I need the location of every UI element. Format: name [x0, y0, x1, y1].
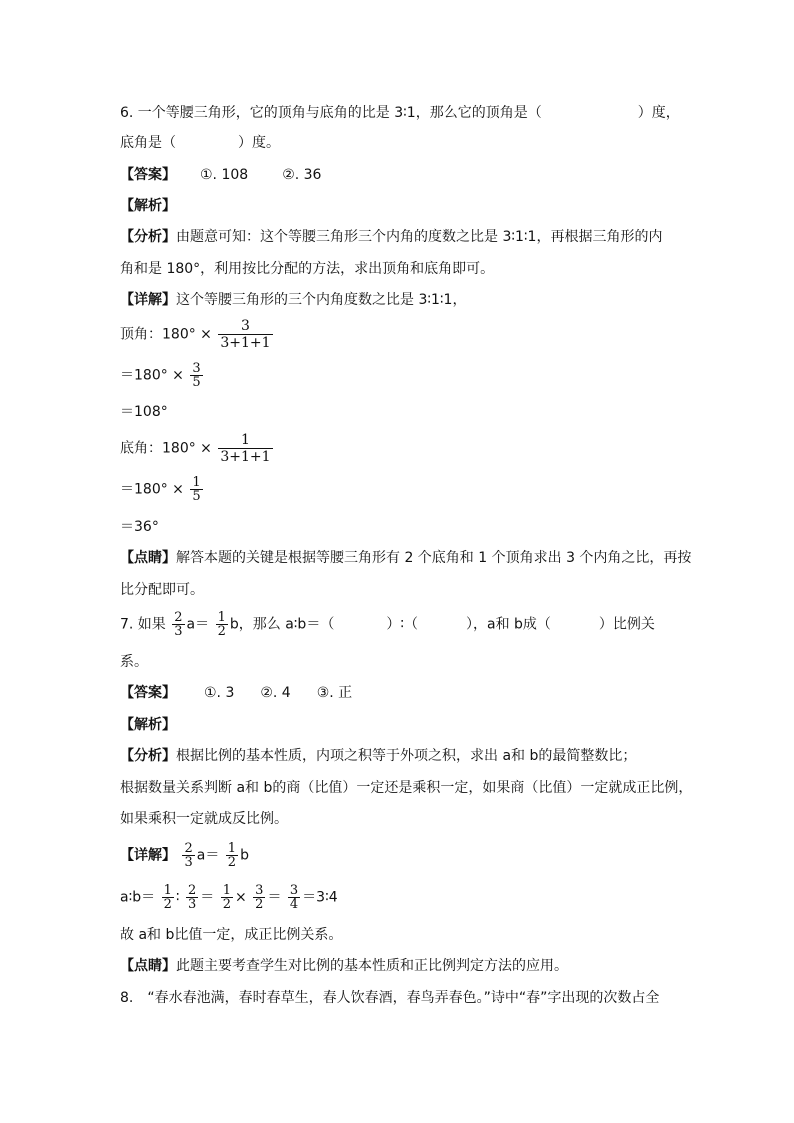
- q7-conclusion: 故 a和 b比值一定，成正比例关系。: [120, 927, 343, 943]
- fraction: $\frac{1}{2}$: [227, 841, 237, 870]
- fraction: $\frac{1}{5}$: [192, 475, 201, 504]
- fraction: $\frac{3}{5}$: [192, 361, 201, 390]
- q7-xiangjie-eq1: 【详解】 $\frac{2}{3}$ a＝ $\frac{1}{2}$ b: [120, 841, 249, 870]
- q6-dianjing-1: 【点睛】解答本题的关键是根据等腰三角形有 2 个底角和 1 个顶角求出 3 个内角之比，再按: [120, 550, 692, 566]
- q6-base-angle-step2: ＝180° × $\frac{1}{5}$: [120, 475, 201, 504]
- q6-base-angle-result: ＝36°: [120, 519, 159, 535]
- fraction: $\frac{3}{3+1+1}$: [220, 318, 271, 351]
- fraction: $\frac{2}{3}$: [187, 883, 197, 912]
- fraction: $\frac{3}{4}$: [289, 883, 299, 912]
- q6-base-angle-step1: 底角：180° × $\frac{1}{3+1+1}$: [120, 432, 271, 465]
- q7-fenxi-2: 根据数量关系判断 a和 b的商（比值）一定还是乘积一定，如果商（比值）一定就成正比例，: [120, 780, 693, 796]
- q8-line1: 8. “春水春池满，春时春草生，春人饮春酒，春鸟弄春色。”诗中“春”字出现的次数占全: [120, 990, 660, 1006]
- q6-line2: 底角是（ ）度。: [120, 135, 280, 151]
- fraction: $\frac{2}{3}$: [174, 610, 183, 639]
- q7-line2: 系。: [120, 654, 148, 670]
- q6-analysis-tag: 【解析】: [120, 198, 176, 214]
- q6-xiangjie-1: 【详解】这个等腰三角形的三个内角度数之比是 3∶1∶1，: [120, 292, 467, 308]
- fraction: $\frac{1}{3+1+1}$: [220, 432, 271, 465]
- q6-top-angle-step2: ＝180° × $\frac{3}{5}$: [120, 361, 201, 390]
- q6-fenxi-2: 角和是 180°，利用按比分配的方法，求出顶角和底角即可。: [120, 261, 495, 277]
- q7-answer: 【答案】 ①. 3 ②. 4 ③. 正: [120, 685, 353, 701]
- q6-line1: 6. 一个等腰三角形，它的顶角与底角的比是 3∶1，那么它的顶角是（ ）度，: [120, 105, 680, 121]
- q6-fenxi-1: 【分析】由题意可知：这个等腰三角形三个内角的度数之比是 3∶1∶1，再根据三角形的内: [120, 229, 663, 245]
- q7-dianjing: 【点睛】此题主要考查学生对比例的基本性质和正比例判定方法的应用。: [120, 958, 568, 974]
- q7-fenxi-3: 如果乘积一定就成反比例。: [120, 811, 288, 827]
- q6-answer: 【答案】 ①. 108 ②. 36: [120, 167, 322, 183]
- q7-line1: 7. 如果 $\frac{2}{3}$ a＝ $\frac{1}{2}$ b，那么 a∶b＝（ ）∶（ ），a和 b成（ ）比例关: [120, 610, 655, 639]
- q7-fenxi-1: 【分析】根据比例的基本性质，内项之积等于外项之积，求出 a和 b的最简整数比；: [120, 748, 637, 764]
- fraction: $\frac{2}{3}$: [184, 841, 193, 870]
- q7-xiangjie-eq2: a∶b＝ $\frac{1}{2}$ ∶ $\frac{2}{3}$ ＝ $\frac{1}{2}$ × $\frac{3}{2}$ ＝ $\frac{3}{4}$ ＝3∶4: [120, 883, 338, 912]
- fraction: $\frac{1}{2}$: [163, 883, 172, 912]
- q6-top-angle-result: ＝108°: [120, 404, 168, 420]
- fraction: $\frac{3}{2}$: [255, 883, 264, 912]
- fraction: $\frac{1}{2}$: [222, 883, 231, 912]
- q7-analysis-tag: 【解析】: [120, 717, 176, 733]
- fraction: $\frac{1}{2}$: [217, 610, 226, 639]
- q6-top-angle-step1: 顶角：180° × $\frac{3}{3+1+1}$: [120, 318, 271, 351]
- q6-dianjing-2: 比分配即可。: [120, 582, 204, 598]
